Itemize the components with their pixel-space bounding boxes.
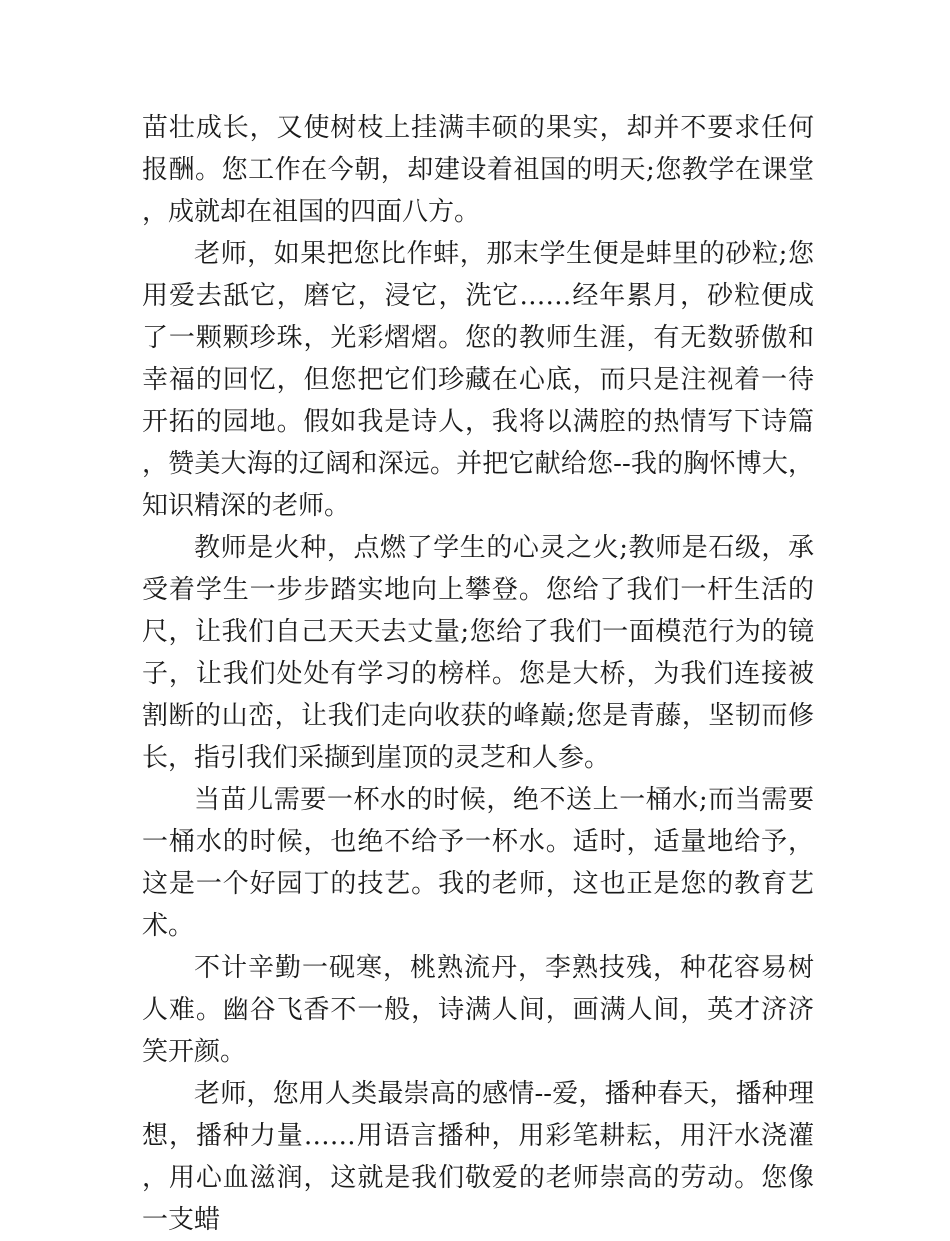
paragraph-3: 教师是火种，点燃了学生的心灵之火;教师是石级，承受着学生一步步踏实地向上攀登。您给了我们一杆生活的尺，让我们自己天天去丈量;您给了我们一面模范行为的镜子，让我们处处有学习的榜样。您是大桥，为我们连接被割断的山峦，让我们走向收获的峰巅;您是青藤，坚韧而修长，指引我们采撷到崖顶的灵芝和人参。 xyxy=(142,533,814,773)
paragraph-6: 老师，您用人类最崇高的感情--爱，播种春天，播种理想，播种力量……用语言播种，用彩笔耕耘，用汗水浇灌，用心血滋润，这就是我们敬爱的老师崇高的劳动。您像一支蜡 xyxy=(142,1079,814,1235)
paragraph-4: 当苗儿需要一杯水的时候，绝不送上一桶水;而当需要一桶水的时候，也绝不给予一杯水。适时，适量地给予，这是一个好园丁的技艺。我的老师，这也正是您的教育艺术。 xyxy=(142,785,814,941)
paragraph-2: 老师，如果把您比作蚌，那末学生便是蚌里的砂粒;您用爱去舐它，磨它，浸它，洗它……经年累月，砂粒便成了一颗颗珍珠，光彩熠熠。您的教师生涯，有无数骄傲和幸福的回忆，但您把它们珍藏在心底，而只是注视着一待开拓的园地。假如我是诗人，我将以满腔的热情写下诗篇，赞美大海的辽阔和深远。并把它献给您--我的胸怀博大，知识精深的老师。 xyxy=(142,239,814,521)
paragraph-5: 不计辛勤一砚寒，桃熟流丹，李熟技残，种花容易树人难。幽谷飞香不一般，诗满人间，画满人间，英才济济笑开颜。 xyxy=(142,953,814,1067)
document-body xyxy=(142,107,814,1241)
paragraph-1: 苗壮成长，又使树枝上挂满丰硕的果实，却并不要求任何报酬。您工作在今朝，却建设着祖国的明天;您教学在课堂，成就却在祖国的四面八方。 xyxy=(142,113,814,227)
